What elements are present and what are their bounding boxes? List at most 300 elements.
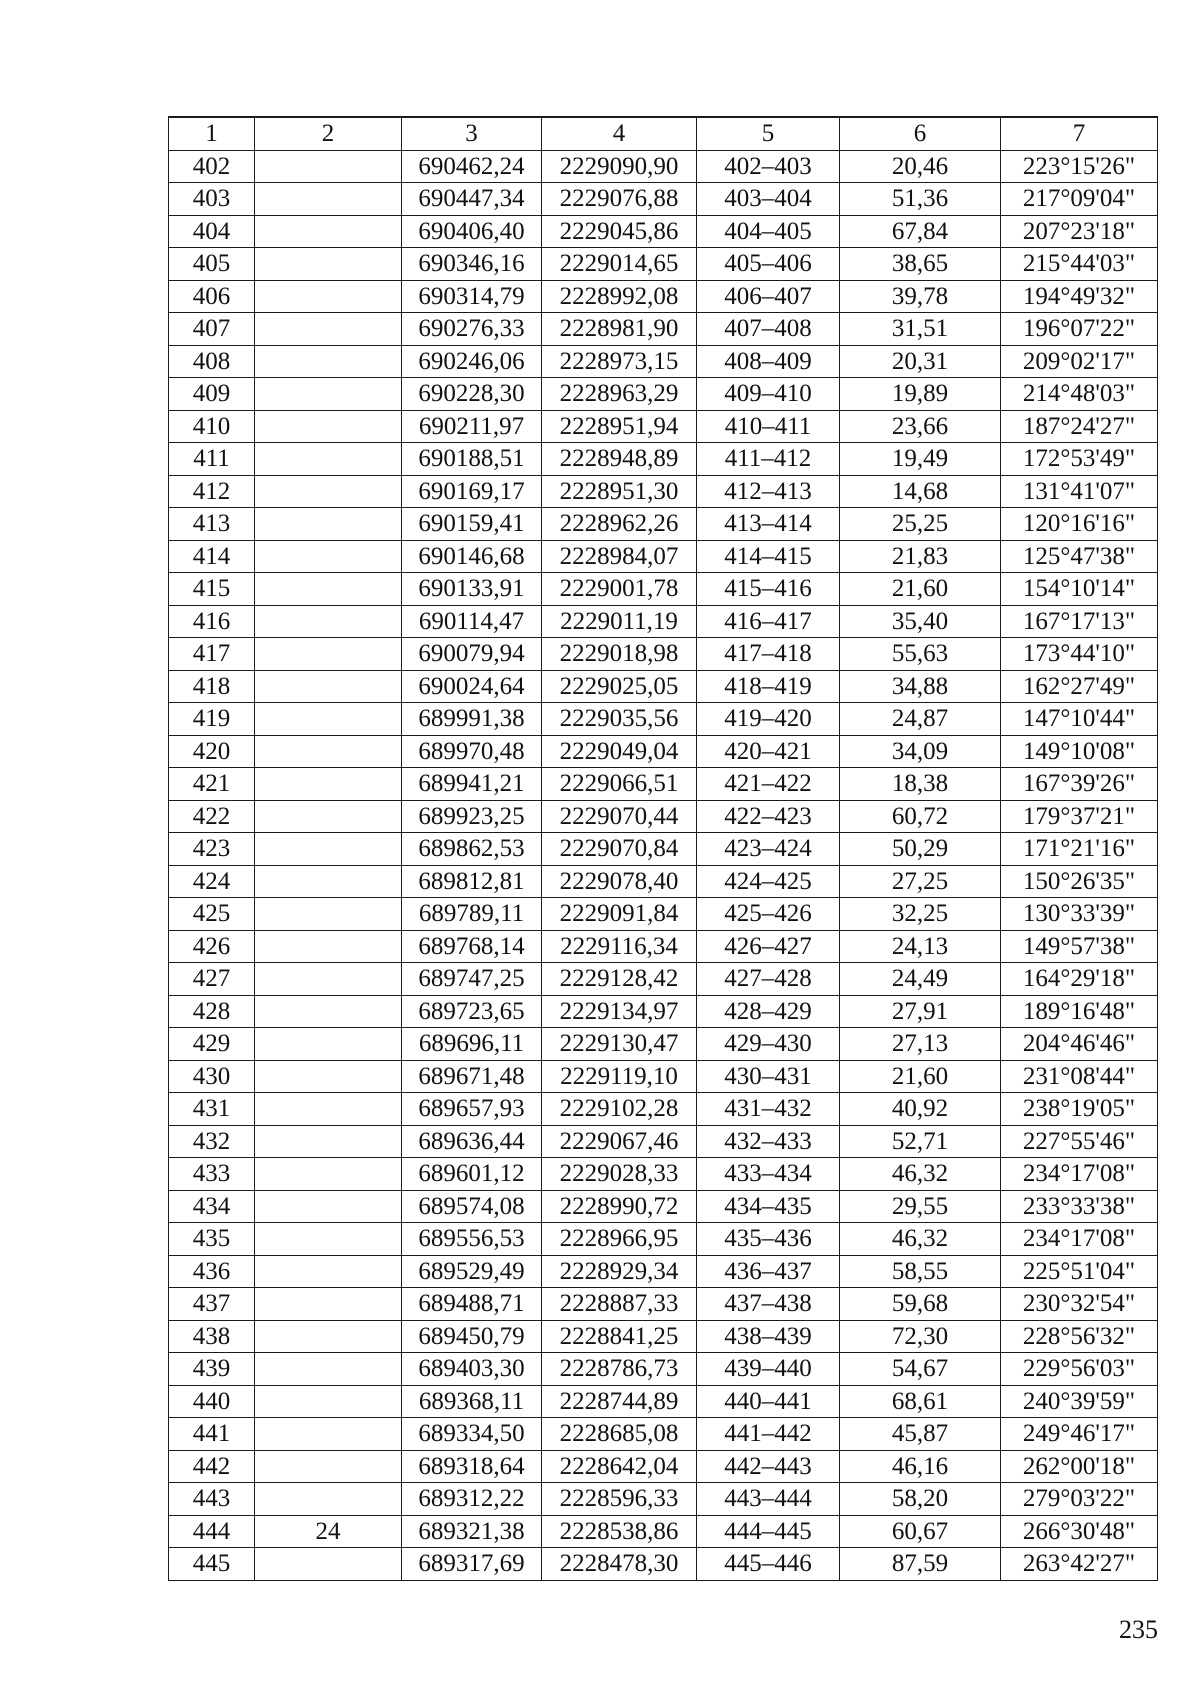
point-number-cell: 426 (169, 930, 255, 963)
segment-cell: 432–433 (697, 1125, 840, 1158)
bearing-cell: 147°10'44" (1001, 703, 1158, 736)
note-cell (255, 475, 402, 508)
coordinate-x-cell: 689970,48 (402, 735, 542, 768)
distance-cell: 46,16 (840, 1450, 1001, 1483)
distance-cell: 27,13 (840, 1028, 1001, 1061)
point-number-cell: 414 (169, 540, 255, 573)
distance-cell: 58,20 (840, 1483, 1001, 1516)
distance-cell: 45,87 (840, 1418, 1001, 1451)
note-cell (255, 345, 402, 378)
coordinate-y-cell: 2229130,47 (542, 1028, 697, 1061)
distance-cell: 68,61 (840, 1385, 1001, 1418)
table-row (169, 1515, 1158, 1548)
point-number-cell: 438 (169, 1320, 255, 1353)
point-number-cell: 413 (169, 508, 255, 541)
point-number-cell: 415 (169, 573, 255, 606)
bearing-cell: 249°46'17" (1001, 1418, 1158, 1451)
segment-cell: 418–419 (697, 670, 840, 703)
distance-cell: 34,88 (840, 670, 1001, 703)
note-cell (255, 573, 402, 606)
coordinate-x-cell: 690133,91 (402, 573, 542, 606)
note-cell (255, 540, 402, 573)
coordinate-y-cell: 2228744,89 (542, 1385, 697, 1418)
coordinate-y-cell: 2229049,04 (542, 735, 697, 768)
distance-cell: 21,60 (840, 1060, 1001, 1093)
point-number-cell: 444 (169, 1515, 255, 1548)
bearing-cell: 229°56'03" (1001, 1353, 1158, 1386)
distance-cell: 32,25 (840, 898, 1001, 931)
point-number-cell: 432 (169, 1125, 255, 1158)
coordinate-y-cell: 2229067,46 (542, 1125, 697, 1158)
bearing-cell: 120°16'16" (1001, 508, 1158, 541)
column-header-5: 5 (697, 117, 840, 150)
column-header-2: 2 (255, 117, 402, 150)
coordinate-x-cell: 690159,41 (402, 508, 542, 541)
coordinate-x-cell: 689488,71 (402, 1288, 542, 1321)
bearing-cell: 279°03'22" (1001, 1483, 1158, 1516)
coordinate-y-cell: 2228596,33 (542, 1483, 697, 1516)
bearing-cell: 233°33'38" (1001, 1190, 1158, 1223)
bearing-cell: 223°15'26" (1001, 150, 1158, 183)
distance-cell: 58,55 (840, 1255, 1001, 1288)
coordinate-x-cell: 689601,12 (402, 1158, 542, 1191)
note-cell (255, 1223, 402, 1256)
distance-cell: 54,67 (840, 1353, 1001, 1386)
bearing-cell: 225°51'04" (1001, 1255, 1158, 1288)
point-number-cell: 421 (169, 768, 255, 801)
point-number-cell: 436 (169, 1255, 255, 1288)
note-cell (255, 1483, 402, 1516)
table-row (169, 670, 1158, 703)
table-row (169, 865, 1158, 898)
segment-cell: 443–444 (697, 1483, 840, 1516)
distance-cell: 46,32 (840, 1223, 1001, 1256)
coordinate-x-cell: 690146,68 (402, 540, 542, 573)
table-row (169, 735, 1158, 768)
coordinate-y-cell: 2228973,15 (542, 345, 697, 378)
note-cell (255, 508, 402, 541)
coordinate-x-cell: 689529,49 (402, 1255, 542, 1288)
point-number-cell: 418 (169, 670, 255, 703)
table-row (169, 475, 1158, 508)
note-cell (255, 1548, 402, 1581)
distance-cell: 60,72 (840, 800, 1001, 833)
coordinate-y-cell: 2228962,26 (542, 508, 697, 541)
point-number-cell: 410 (169, 410, 255, 443)
bearing-cell: 204°46'46" (1001, 1028, 1158, 1061)
note-cell (255, 443, 402, 476)
segment-cell: 417–418 (697, 638, 840, 671)
coordinate-y-cell: 2229001,78 (542, 573, 697, 606)
note-cell (255, 735, 402, 768)
table-row (169, 248, 1158, 281)
coordinate-y-cell: 2228966,95 (542, 1223, 697, 1256)
point-number-cell: 442 (169, 1450, 255, 1483)
bearing-cell: 131°41'07" (1001, 475, 1158, 508)
coordinate-x-cell: 690406,40 (402, 215, 542, 248)
segment-cell: 424–425 (697, 865, 840, 898)
coordinate-y-cell: 2229070,44 (542, 800, 697, 833)
bearing-cell: 231°08'44" (1001, 1060, 1158, 1093)
coordinate-y-cell: 2229028,33 (542, 1158, 697, 1191)
note-cell (255, 898, 402, 931)
segment-cell: 406–407 (697, 280, 840, 313)
table-row (169, 995, 1158, 1028)
point-number-cell: 423 (169, 833, 255, 866)
note-cell (255, 1418, 402, 1451)
point-number-cell: 431 (169, 1093, 255, 1126)
column-header-4: 4 (542, 117, 697, 150)
note-cell (255, 1060, 402, 1093)
coordinate-y-cell: 2229070,84 (542, 833, 697, 866)
bearing-cell: 215°44'03" (1001, 248, 1158, 281)
column-header-1: 1 (169, 117, 255, 150)
segment-cell: 405–406 (697, 248, 840, 281)
coordinate-x-cell: 689334,50 (402, 1418, 542, 1451)
note-cell (255, 703, 402, 736)
segment-cell: 435–436 (697, 1223, 840, 1256)
coordinate-x-cell: 689450,79 (402, 1320, 542, 1353)
note-cell (255, 1385, 402, 1418)
table-row (169, 183, 1158, 216)
distance-cell: 31,51 (840, 313, 1001, 346)
bearing-cell: 167°17'13" (1001, 605, 1158, 638)
segment-cell: 437–438 (697, 1288, 840, 1321)
coordinate-x-cell: 689812,81 (402, 865, 542, 898)
point-number-cell: 428 (169, 995, 255, 1028)
point-number-cell: 439 (169, 1353, 255, 1386)
coordinate-x-cell: 689671,48 (402, 1060, 542, 1093)
coordinate-y-cell: 2229116,34 (542, 930, 697, 963)
segment-cell: 425–426 (697, 898, 840, 931)
segment-cell: 402–403 (697, 150, 840, 183)
note-cell (255, 1353, 402, 1386)
segment-cell: 415–416 (697, 573, 840, 606)
coordinate-x-cell: 689636,44 (402, 1125, 542, 1158)
bearing-cell: 238°19'05" (1001, 1093, 1158, 1126)
point-number-cell: 420 (169, 735, 255, 768)
note-cell (255, 1288, 402, 1321)
segment-cell: 433–434 (697, 1158, 840, 1191)
coordinate-x-cell: 689923,25 (402, 800, 542, 833)
table-row (169, 378, 1158, 411)
distance-cell: 59,68 (840, 1288, 1001, 1321)
bearing-cell: 172°53'49" (1001, 443, 1158, 476)
bearing-cell: 167°39'26" (1001, 768, 1158, 801)
distance-cell: 19,89 (840, 378, 1001, 411)
distance-cell: 27,25 (840, 865, 1001, 898)
segment-cell: 422–423 (697, 800, 840, 833)
note-cell (255, 995, 402, 1028)
segment-cell: 430–431 (697, 1060, 840, 1093)
point-number-cell: 443 (169, 1483, 255, 1516)
bearing-cell: 196°07'22" (1001, 313, 1158, 346)
point-number-cell: 402 (169, 150, 255, 183)
distance-cell: 46,32 (840, 1158, 1001, 1191)
note-cell (255, 410, 402, 443)
coordinate-y-cell: 2229035,56 (542, 703, 697, 736)
column-header-7: 7 (1001, 117, 1158, 150)
note-cell (255, 313, 402, 346)
point-number-cell: 404 (169, 215, 255, 248)
table-row (169, 280, 1158, 313)
coordinate-y-cell: 2229134,97 (542, 995, 697, 1028)
segment-cell: 442–443 (697, 1450, 840, 1483)
note-cell (255, 1125, 402, 1158)
point-number-cell: 434 (169, 1190, 255, 1223)
point-number-cell: 422 (169, 800, 255, 833)
coordinate-x-cell: 689317,69 (402, 1548, 542, 1581)
table-row (169, 1450, 1158, 1483)
coordinate-x-cell: 690169,17 (402, 475, 542, 508)
segment-cell: 439–440 (697, 1353, 840, 1386)
distance-cell: 38,65 (840, 248, 1001, 281)
coordinate-x-cell: 689723,65 (402, 995, 542, 1028)
table-row (169, 215, 1158, 248)
coordinate-y-cell: 2228990,72 (542, 1190, 697, 1223)
distance-cell: 52,71 (840, 1125, 1001, 1158)
segment-cell: 434–435 (697, 1190, 840, 1223)
coordinate-y-cell: 2229045,86 (542, 215, 697, 248)
point-number-cell: 435 (169, 1223, 255, 1256)
point-number-cell: 433 (169, 1158, 255, 1191)
table-row (169, 1483, 1158, 1516)
table-row (169, 1288, 1158, 1321)
note-cell (255, 670, 402, 703)
point-number-cell: 430 (169, 1060, 255, 1093)
distance-cell: 19,49 (840, 443, 1001, 476)
table-row (169, 800, 1158, 833)
coordinate-y-cell: 2228981,90 (542, 313, 697, 346)
segment-cell: 441–442 (697, 1418, 840, 1451)
coordinate-y-cell: 2228478,30 (542, 1548, 697, 1581)
distance-cell: 72,30 (840, 1320, 1001, 1353)
coordinate-y-cell: 2228538,86 (542, 1515, 697, 1548)
coordinate-x-cell: 690114,47 (402, 605, 542, 638)
distance-cell: 67,84 (840, 215, 1001, 248)
table-row (169, 833, 1158, 866)
bearing-cell: 162°27'49" (1001, 670, 1158, 703)
coordinate-y-cell: 2228963,29 (542, 378, 697, 411)
distance-cell: 25,25 (840, 508, 1001, 541)
point-number-cell: 412 (169, 475, 255, 508)
bearing-cell: 209°02'17" (1001, 345, 1158, 378)
bearing-cell: 194°49'32" (1001, 280, 1158, 313)
note-cell (255, 1255, 402, 1288)
note-cell (255, 248, 402, 281)
coordinate-y-cell: 2228951,94 (542, 410, 697, 443)
table-row (169, 410, 1158, 443)
coordinate-x-cell: 689312,22 (402, 1483, 542, 1516)
table-row (169, 605, 1158, 638)
distance-cell: 87,59 (840, 1548, 1001, 1581)
bearing-cell: 150°26'35" (1001, 865, 1158, 898)
coordinate-x-cell: 689403,30 (402, 1353, 542, 1386)
table-row (169, 540, 1158, 573)
segment-cell: 414–415 (697, 540, 840, 573)
segment-cell: 438–439 (697, 1320, 840, 1353)
bearing-cell: 217°09'04" (1001, 183, 1158, 216)
coordinate-y-cell: 2228951,30 (542, 475, 697, 508)
distance-cell: 23,66 (840, 410, 1001, 443)
segment-cell: 408–409 (697, 345, 840, 378)
point-number-cell: 416 (169, 605, 255, 638)
table-row (169, 1353, 1158, 1386)
coordinate-y-cell: 2229091,84 (542, 898, 697, 931)
point-number-cell: 429 (169, 1028, 255, 1061)
coordinate-x-cell: 690211,97 (402, 410, 542, 443)
coordinate-x-cell: 689862,53 (402, 833, 542, 866)
coordinate-y-cell: 2229011,19 (542, 605, 697, 638)
coordinate-x-cell: 689991,38 (402, 703, 542, 736)
coordinate-x-cell: 690346,16 (402, 248, 542, 281)
coordinate-x-cell: 689368,11 (402, 1385, 542, 1418)
point-number-cell: 440 (169, 1385, 255, 1418)
table-row (169, 768, 1158, 801)
table-header (169, 117, 1158, 150)
table-row (169, 1125, 1158, 1158)
segment-cell: 420–421 (697, 735, 840, 768)
point-number-cell: 437 (169, 1288, 255, 1321)
coordinate-x-cell: 690188,51 (402, 443, 542, 476)
segment-cell: 412–413 (697, 475, 840, 508)
segment-cell: 404–405 (697, 215, 840, 248)
coordinate-y-cell: 2228984,07 (542, 540, 697, 573)
note-cell (255, 930, 402, 963)
table-row (169, 1255, 1158, 1288)
distance-cell: 40,92 (840, 1093, 1001, 1126)
point-number-cell: 409 (169, 378, 255, 411)
coordinate-x-cell: 689657,93 (402, 1093, 542, 1126)
table-row (169, 313, 1158, 346)
coordinate-x-cell: 689789,11 (402, 898, 542, 931)
distance-cell: 20,31 (840, 345, 1001, 378)
table-row (169, 1190, 1158, 1223)
distance-cell: 35,40 (840, 605, 1001, 638)
coordinate-y-cell: 2229014,65 (542, 248, 697, 281)
segment-cell: 403–404 (697, 183, 840, 216)
note-cell (255, 1450, 402, 1483)
table-row (169, 703, 1158, 736)
distance-cell: 21,83 (840, 540, 1001, 573)
bearing-cell: 228°56'32" (1001, 1320, 1158, 1353)
note-cell (255, 963, 402, 996)
segment-cell: 416–417 (697, 605, 840, 638)
coordinate-y-cell: 2229119,10 (542, 1060, 697, 1093)
table-row (169, 345, 1158, 378)
point-number-cell: 417 (169, 638, 255, 671)
note-cell (255, 280, 402, 313)
column-header-3: 3 (402, 117, 542, 150)
coordinate-x-cell: 689696,11 (402, 1028, 542, 1061)
coordinate-y-cell: 2229102,28 (542, 1093, 697, 1126)
note-cell (255, 215, 402, 248)
point-number-cell: 407 (169, 313, 255, 346)
coordinate-x-cell: 689747,25 (402, 963, 542, 996)
coordinates-table (168, 116, 1158, 1581)
table-row (169, 1093, 1158, 1126)
distance-cell: 24,87 (840, 703, 1001, 736)
table-row (169, 573, 1158, 606)
coordinate-y-cell: 2229078,40 (542, 865, 697, 898)
distance-cell: 27,91 (840, 995, 1001, 1028)
bearing-cell: 149°57'38" (1001, 930, 1158, 963)
segment-cell: 429–430 (697, 1028, 840, 1061)
distance-cell: 24,13 (840, 930, 1001, 963)
point-number-cell: 405 (169, 248, 255, 281)
bearing-cell: 164°29'18" (1001, 963, 1158, 996)
coordinate-y-cell: 2228948,89 (542, 443, 697, 476)
coordinate-x-cell: 690228,30 (402, 378, 542, 411)
bearing-cell: 125°47'38" (1001, 540, 1158, 573)
note-cell (255, 833, 402, 866)
bearing-cell: 187°24'27" (1001, 410, 1158, 443)
coordinate-y-cell: 2229090,90 (542, 150, 697, 183)
segment-cell: 440–441 (697, 1385, 840, 1418)
note-cell (255, 1158, 402, 1191)
distance-cell: 14,68 (840, 475, 1001, 508)
table-row (169, 930, 1158, 963)
segment-cell: 428–429 (697, 995, 840, 1028)
distance-cell: 39,78 (840, 280, 1001, 313)
coordinate-x-cell: 690314,79 (402, 280, 542, 313)
coordinate-x-cell: 690462,24 (402, 150, 542, 183)
coordinate-x-cell: 689556,53 (402, 1223, 542, 1256)
segment-cell: 419–420 (697, 703, 840, 736)
coordinate-x-cell: 690246,06 (402, 345, 542, 378)
distance-cell: 29,55 (840, 1190, 1001, 1223)
coordinate-x-cell: 690447,34 (402, 183, 542, 216)
note-cell (255, 638, 402, 671)
note-cell (255, 1320, 402, 1353)
note-cell (255, 768, 402, 801)
coordinate-x-cell: 689318,64 (402, 1450, 542, 1483)
segment-cell: 413–414 (697, 508, 840, 541)
segment-cell: 423–424 (697, 833, 840, 866)
column-header-6: 6 (840, 117, 1001, 150)
point-number-cell: 419 (169, 703, 255, 736)
table-row (169, 638, 1158, 671)
table-row (169, 508, 1158, 541)
coordinate-y-cell: 2228992,08 (542, 280, 697, 313)
coordinate-x-cell: 690024,64 (402, 670, 542, 703)
segment-cell: 444–445 (697, 1515, 840, 1548)
note-cell (255, 183, 402, 216)
distance-cell: 34,09 (840, 735, 1001, 768)
segment-cell: 427–428 (697, 963, 840, 996)
note-cell (255, 865, 402, 898)
table-row (169, 1320, 1158, 1353)
distance-cell: 21,60 (840, 573, 1001, 606)
point-number-cell: 424 (169, 865, 255, 898)
bearing-cell: 263°42'27" (1001, 1548, 1158, 1581)
segment-cell: 409–410 (697, 378, 840, 411)
coordinate-x-cell: 689574,08 (402, 1190, 542, 1223)
header-row (169, 117, 1158, 150)
table-row (169, 443, 1158, 476)
coordinate-y-cell: 2228841,25 (542, 1320, 697, 1353)
segment-cell: 436–437 (697, 1255, 840, 1288)
distance-cell: 18,38 (840, 768, 1001, 801)
table-row (169, 1385, 1158, 1418)
segment-cell: 421–422 (697, 768, 840, 801)
distance-cell: 55,63 (840, 638, 1001, 671)
segment-cell: 431–432 (697, 1093, 840, 1126)
note-cell (255, 150, 402, 183)
coordinate-y-cell: 2228685,08 (542, 1418, 697, 1451)
coordinate-x-cell: 690276,33 (402, 313, 542, 346)
coordinate-y-cell: 2228887,33 (542, 1288, 697, 1321)
